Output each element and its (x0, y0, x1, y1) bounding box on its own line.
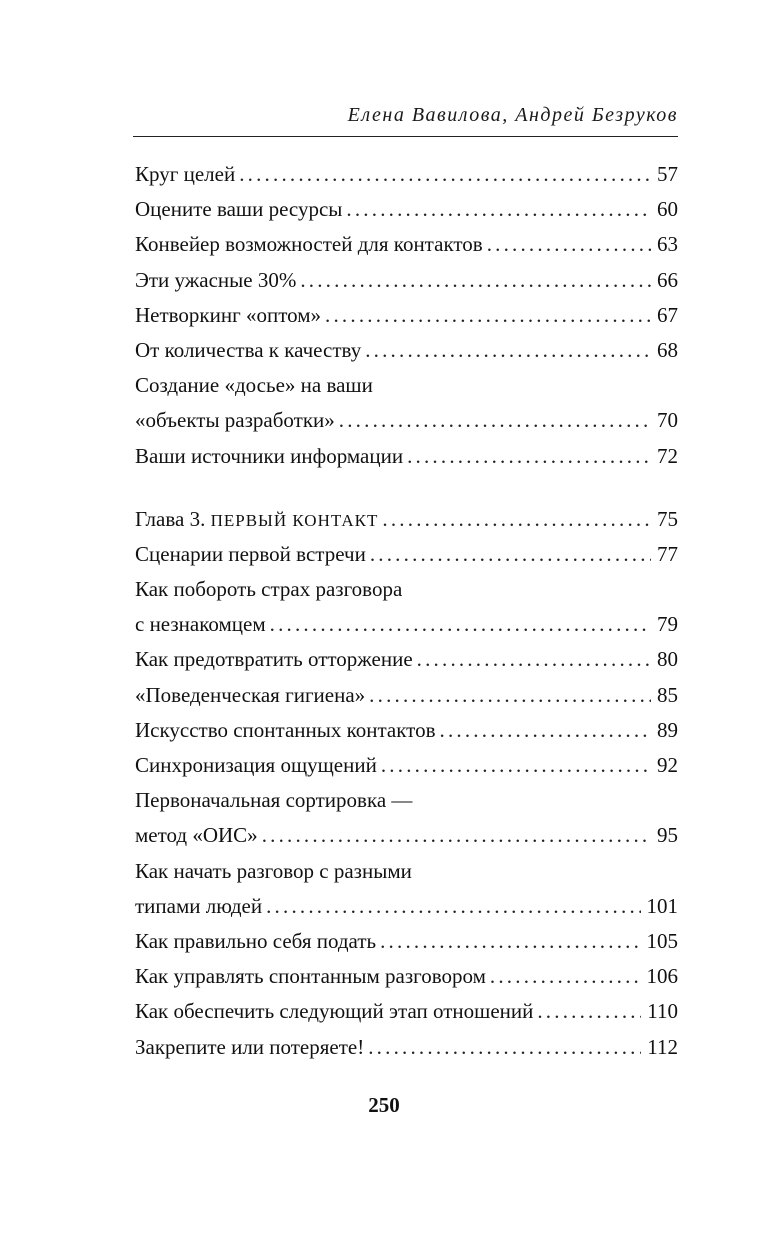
toc-entry (135, 333, 678, 368)
toc-entry-title-line1: Как начать разговор с разными (135, 858, 412, 883)
toc-entry-page: 110 (647, 999, 678, 1024)
toc-entry-page: 57 (657, 162, 678, 186)
dot-leader (321, 298, 651, 333)
toc-entry-title: типами людей (135, 893, 263, 918)
toc-entry (135, 678, 678, 713)
toc-entry-title-line1: Первоначальная сортировка — (135, 788, 413, 813)
page-number: 250 (368, 1093, 400, 1117)
toc-entry (135, 748, 678, 783)
dot-leader (403, 439, 651, 474)
toc-entry-title: «объекты разработки» (135, 408, 335, 433)
toc-entry (135, 263, 678, 298)
toc-entry-title: Как правильно себя подать (135, 928, 377, 953)
toc-entry (135, 642, 678, 677)
toc-entry-page: 77 (657, 541, 678, 566)
toc-entry-page: 105 (646, 928, 678, 953)
toc-entry-title: метод «ОИС» (135, 823, 258, 848)
toc-entry-page: 85 (657, 682, 678, 707)
toc-entry-title: От количества к качеству (135, 337, 362, 362)
toc-entry-title: Сценарии первой встречи (135, 541, 366, 566)
toc-entry (135, 227, 678, 262)
toc-entry (135, 537, 678, 572)
dot-leader (376, 924, 640, 959)
toc-entry-page: 112 (647, 1034, 678, 1059)
dot-leader (533, 994, 641, 1029)
toc-entry-title: Конвейер возможностей для контактов (135, 232, 483, 257)
toc-entry-title: Как предотвратить отторжение (135, 647, 413, 672)
toc-entry (135, 959, 678, 994)
toc-entry-title: Искусство спонтанных контактов (135, 717, 436, 742)
dot-leader (366, 537, 651, 572)
running-header: Елена Вавилова, Андрей Безруков (347, 104, 678, 126)
dot-leader (436, 713, 652, 748)
dot-leader (296, 263, 651, 298)
toc-entry-title: Эти ужасные 30% (135, 267, 297, 292)
dot-leader (266, 607, 651, 642)
toc-entry-title: Синхронизация ощущений (135, 753, 377, 777)
toc-entry (135, 854, 678, 924)
toc-entry-page: 79 (657, 612, 678, 637)
table-of-contents (135, 157, 678, 1065)
toc-entry-title: с незнакомцем (135, 612, 266, 637)
header-rule (133, 136, 678, 137)
toc-entry-title: Нетворкинг «оптом» (135, 302, 322, 327)
toc-entry-page: 80 (657, 647, 678, 672)
dot-leader (483, 227, 651, 262)
toc-entry-title-line1: Как побороть страх разговора (135, 577, 403, 602)
toc-entry-title: Как управлять спонтанным разговором (135, 964, 486, 989)
dot-leader (361, 333, 651, 368)
dot-leader (413, 642, 651, 677)
toc-entry (135, 439, 678, 474)
toc-entry (135, 192, 678, 227)
toc-entry-title: Как обеспечить следующий этап отношений (135, 999, 534, 1024)
toc-entry (135, 924, 678, 959)
toc-entry-page: 101 (646, 893, 678, 918)
toc-entry (135, 783, 678, 853)
dot-leader (365, 678, 651, 713)
toc-entry-page: 92 (657, 753, 678, 777)
chapter-prefix: Глава 3. (135, 506, 206, 531)
chapter-name: ПЕРВЫЙ КОНТАКТ (210, 510, 379, 530)
toc-entry-page: 75 (657, 506, 678, 531)
toc-entry-page: 106 (646, 964, 678, 989)
toc-entry (135, 368, 678, 438)
toc-entry-page: 66 (657, 267, 678, 292)
toc-entry-page: 72 (657, 443, 678, 468)
toc-entry (135, 157, 678, 192)
dot-leader (342, 192, 651, 227)
toc-entry-title: Оцените ваши ресурсы (135, 197, 343, 222)
toc-entry (135, 994, 678, 1029)
toc-entry-page: 68 (657, 337, 678, 362)
toc-entry-title: «Поведенческая гигиена» (135, 682, 366, 707)
dot-leader (377, 748, 651, 783)
toc-chapter-title (135, 502, 378, 538)
toc-entry (135, 572, 678, 642)
toc-entry-title: Закрепите или потеряете! (135, 1034, 365, 1059)
toc-entry-title: Круг целей (135, 162, 236, 186)
toc-chapter-entry (135, 502, 678, 537)
section-gap (135, 474, 678, 502)
toc-entry-page: 63 (657, 232, 678, 257)
toc-entry-title-line1: Создание «досье» на ваши (135, 373, 373, 398)
toc-entry (135, 298, 678, 333)
toc-entry-title: Ваши источники информации (135, 443, 404, 468)
toc-entry-page: 89 (657, 717, 678, 742)
dot-leader (364, 1030, 641, 1065)
dot-leader (486, 959, 641, 994)
toc-entry (135, 1030, 678, 1065)
dot-leader (258, 818, 651, 853)
dot-leader (235, 157, 651, 192)
toc-entry-page: 67 (657, 302, 678, 327)
toc-entry (135, 713, 678, 748)
toc-entry-page: 60 (657, 197, 678, 222)
toc-entry-page: 95 (657, 823, 678, 848)
dot-leader (262, 889, 640, 924)
toc-entry-page: 70 (657, 408, 678, 433)
dot-leader (335, 403, 651, 438)
dot-leader (378, 502, 651, 537)
